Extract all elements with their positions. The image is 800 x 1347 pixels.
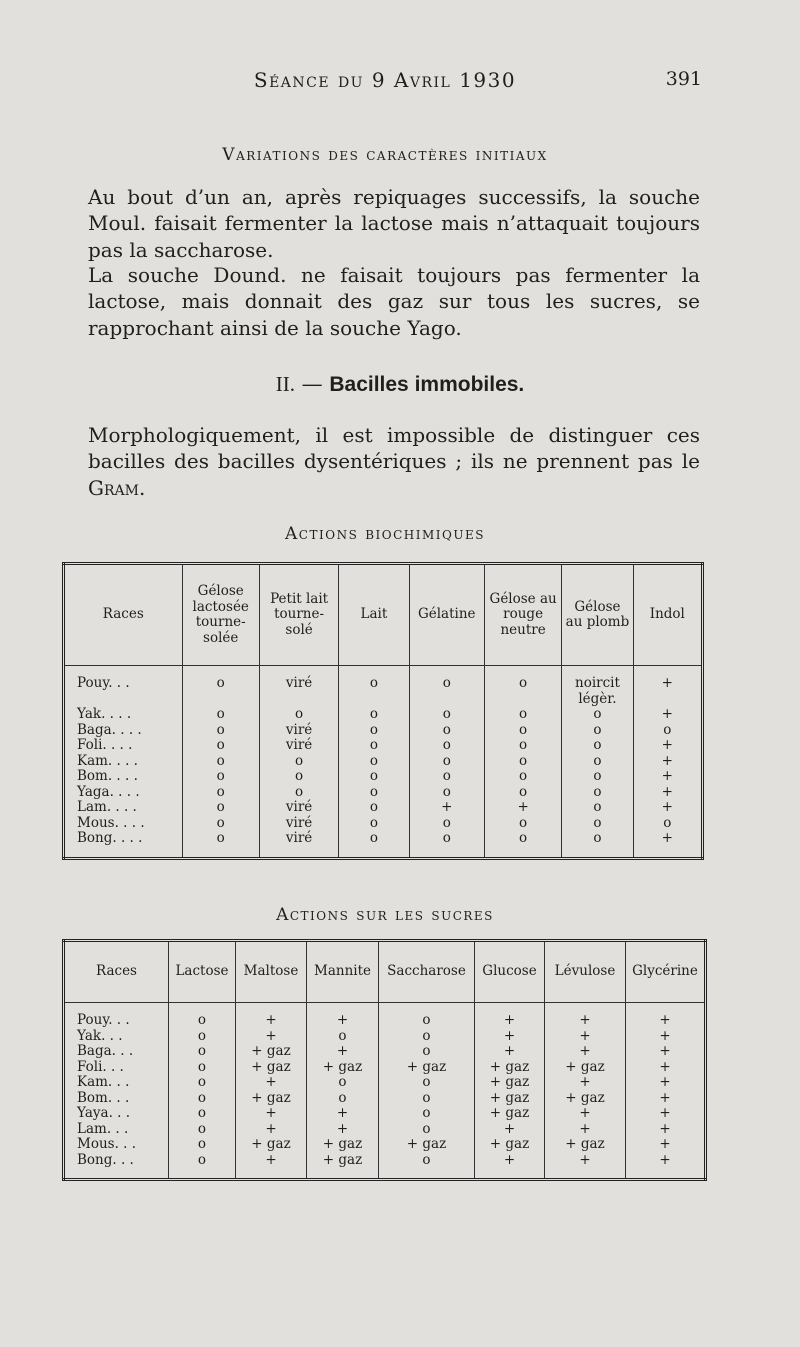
column-header: Lactose xyxy=(169,941,236,1003)
column-header: Indol xyxy=(633,564,702,666)
column-header: Gélose lactosée tourne-solée xyxy=(182,564,259,666)
table-cell: + xyxy=(307,1003,379,1029)
column-header: Gélose au rouge neutre xyxy=(484,564,561,666)
table-cell: + gaz xyxy=(236,1091,307,1107)
table-cell: o xyxy=(339,800,409,816)
table-cell: + xyxy=(307,1106,379,1122)
table-title-actions-sucres: Actions sur les sucres xyxy=(276,905,494,925)
table-cell: o xyxy=(484,831,561,858)
paragraph-morphologie-text: Morphologiquement, il est impossible de distinguer ces bacilles des bacilles dysentériques ; ils ne prennent pas le xyxy=(88,423,700,474)
table-cell: + gaz xyxy=(236,1137,307,1153)
table-cell: + xyxy=(236,1003,307,1029)
running-header-title: Séance du 9 Avril 1930 xyxy=(253,68,517,92)
table-cell: o xyxy=(182,707,259,723)
table-cell: o xyxy=(562,816,633,832)
table-cell: o xyxy=(562,785,633,801)
table-row xyxy=(64,1075,706,1091)
table-cell: o xyxy=(339,738,409,754)
table-cell: o xyxy=(339,707,409,723)
table-cell: + xyxy=(626,1137,706,1153)
column-header: Petit lait tourne-solé xyxy=(259,564,338,666)
table-cell: o xyxy=(379,1003,475,1029)
table-row xyxy=(64,1106,706,1122)
table-cell: o xyxy=(169,1060,236,1076)
table-row xyxy=(64,785,703,801)
table-cell: o xyxy=(339,785,409,801)
table-cell: o xyxy=(259,769,338,785)
table-cell: + xyxy=(475,1029,545,1045)
table-cell: + xyxy=(475,1044,545,1060)
table-cell: o xyxy=(484,769,561,785)
table-cell: o xyxy=(182,723,259,739)
table-cell: + xyxy=(545,1153,626,1180)
table-cell: + xyxy=(626,1106,706,1122)
table-header-row xyxy=(64,564,703,666)
table-cell: o xyxy=(182,831,259,858)
table-row xyxy=(64,1029,706,1045)
table-row xyxy=(64,707,703,723)
table-cell: viré xyxy=(259,738,338,754)
table-cell: o xyxy=(259,707,338,723)
race-cell: Baga. . . xyxy=(77,1043,134,1059)
table-cell: + xyxy=(633,707,702,723)
race-cell: Pouy. . . xyxy=(77,675,130,691)
table-cell: viré xyxy=(259,723,338,739)
table-cell: o xyxy=(169,1122,236,1138)
race-cell: Yak. . . . xyxy=(77,706,132,722)
table-cell: + gaz xyxy=(545,1060,626,1076)
race-cell: Mous. . . xyxy=(77,1136,137,1152)
table-row xyxy=(64,1003,706,1029)
column-header: Lait xyxy=(339,564,409,666)
table-cell: o xyxy=(484,666,561,708)
table-cell: + xyxy=(626,1122,706,1138)
column-header: Saccharose xyxy=(379,941,475,1003)
race-cell: Bong. . . xyxy=(77,1151,134,1168)
table-cell: o xyxy=(339,769,409,785)
table-cell: + xyxy=(545,1122,626,1138)
table-cell: o xyxy=(169,1106,236,1122)
column-header: Glycérine xyxy=(626,941,706,1003)
table-cell: + xyxy=(236,1029,307,1045)
table-cell: + gaz xyxy=(307,1153,379,1180)
paragraph-morphologie xyxy=(88,422,700,501)
table-actions-sucres xyxy=(62,939,707,1181)
table-cell: o xyxy=(562,738,633,754)
table-cell: o xyxy=(169,1091,236,1107)
table-cell: o xyxy=(379,1091,475,1107)
table-cell: o xyxy=(169,1153,236,1180)
table-cell: o xyxy=(182,754,259,770)
column-header: Races xyxy=(64,941,169,1003)
table-cell: + xyxy=(626,1029,706,1045)
table-cell: o xyxy=(379,1106,475,1122)
section-dash: — xyxy=(301,372,323,396)
table-cell: o xyxy=(484,816,561,832)
race-cell: Yaga. . . . xyxy=(77,783,140,800)
table-cell: viré xyxy=(259,831,338,858)
table-cell: o xyxy=(379,1075,475,1091)
table-cell: o xyxy=(409,754,484,770)
table-cell: o xyxy=(169,1075,236,1091)
table-cell: o xyxy=(307,1075,379,1091)
table-cell: + xyxy=(633,754,702,770)
table-cell: noircit légèr. xyxy=(562,666,633,708)
race-cell: Lam. . . xyxy=(77,1120,129,1137)
race-cell: Bong. . . . xyxy=(77,830,143,846)
table-cell: + gaz xyxy=(475,1075,545,1091)
table-cell: o xyxy=(562,707,633,723)
table-cell: + xyxy=(475,1153,545,1180)
table-cell: + xyxy=(626,1075,706,1091)
table-cell: + gaz xyxy=(307,1137,379,1153)
table-cell: o xyxy=(169,1044,236,1060)
table-cell: o xyxy=(409,831,484,858)
race-cell: Yaya. . . xyxy=(77,1105,131,1121)
table-row xyxy=(64,816,703,832)
table-row xyxy=(64,666,703,708)
table-cell: + xyxy=(545,1044,626,1060)
table-cell: o xyxy=(182,666,259,708)
table-cell: o xyxy=(562,754,633,770)
table-cell: o xyxy=(484,707,561,723)
table-cell: + gaz xyxy=(379,1137,475,1153)
gram-word: Gram. xyxy=(88,475,146,500)
table-cell: + gaz xyxy=(475,1060,545,1076)
table-cell: o xyxy=(169,1137,236,1153)
table-cell: + xyxy=(475,1003,545,1029)
column-header: Gélatine xyxy=(409,564,484,666)
section-heading-text: Bacilles immobiles. xyxy=(329,373,525,396)
table-cell: o xyxy=(409,769,484,785)
section-heading-bacilles-immobiles xyxy=(0,372,800,397)
table-cell: o xyxy=(484,738,561,754)
race-cell: Yak. . . xyxy=(77,1027,123,1044)
table-cell: o xyxy=(379,1153,475,1180)
column-header: Glucose xyxy=(475,941,545,1003)
table-cell: o xyxy=(339,723,409,739)
table-cell: + gaz xyxy=(475,1091,545,1107)
table-cell: o xyxy=(633,723,702,739)
table-cell: o xyxy=(409,666,484,708)
table-cell: o xyxy=(169,1029,236,1045)
table-cell: o xyxy=(562,769,633,785)
table-row xyxy=(64,769,703,785)
table-cell: + gaz xyxy=(236,1060,307,1076)
table-cell: o xyxy=(562,800,633,816)
table-cell: o xyxy=(484,754,561,770)
paragraph-moul: Au bout d’un an, après repiquages successifs, la souche Moul. faisait fermenter la lactose mais n’attaquait toujours pas la saccharose. xyxy=(88,185,700,262)
table-cell: o xyxy=(484,785,561,801)
table-cell: o xyxy=(169,1003,236,1029)
table-cell: viré xyxy=(259,666,338,708)
table-row xyxy=(64,1060,706,1076)
table-cell: o xyxy=(339,816,409,832)
table-cell: + xyxy=(626,1003,706,1029)
table-row xyxy=(64,754,703,770)
table-row xyxy=(64,1153,706,1180)
table-cell: o xyxy=(259,785,338,801)
table-cell: o xyxy=(182,769,259,785)
column-header: Mannite xyxy=(307,941,379,1003)
column-header: Races xyxy=(64,564,183,666)
table-cell: o xyxy=(379,1029,475,1045)
table-cell: + gaz xyxy=(307,1060,379,1076)
table-cell: + gaz xyxy=(475,1137,545,1153)
table-cell: + gaz xyxy=(545,1137,626,1153)
table-cell: + xyxy=(236,1106,307,1122)
race-cell: Lam. . . . xyxy=(77,799,137,815)
race-cell: Bom. . . xyxy=(77,1089,130,1106)
table-cell: + xyxy=(545,1106,626,1122)
section-title-variations: Variations des caractères initiaux xyxy=(222,145,548,165)
table-cell: + xyxy=(626,1044,706,1060)
table-cell: + xyxy=(545,1029,626,1045)
table-row xyxy=(64,723,703,739)
table-cell: + xyxy=(236,1122,307,1138)
paragraph-dound: La souche Dound. ne faisait toujours pas fermenter la lactose, mais donnait des gaz sur tous les sucres, se rapprochant ainsi de la souche Yago. xyxy=(88,263,700,340)
table-cell: + xyxy=(409,800,484,816)
table-cell: + xyxy=(236,1153,307,1180)
table-cell: + xyxy=(236,1075,307,1091)
table-cell: o xyxy=(307,1029,379,1045)
table-cell: + xyxy=(626,1091,706,1107)
table-cell: + xyxy=(626,1060,706,1076)
table-cell: + gaz xyxy=(545,1091,626,1107)
table-cell: o xyxy=(339,831,409,858)
race-cell: Mous. . . . xyxy=(77,814,145,831)
table-cell: o xyxy=(182,800,259,816)
table-cell: o xyxy=(562,723,633,739)
table-cell: + xyxy=(475,1122,545,1138)
race-cell: Kam. . . xyxy=(77,1074,130,1090)
race-cell: Pouy. . . xyxy=(77,1012,130,1028)
table-cell: o xyxy=(409,816,484,832)
table-title-actions-biochimiques: Actions biochimiques xyxy=(285,524,485,544)
table-row xyxy=(64,1091,706,1107)
table-actions-biochimiques xyxy=(62,562,704,860)
table-cell: + xyxy=(307,1122,379,1138)
table-cell: o xyxy=(409,785,484,801)
table-cell: o xyxy=(182,738,259,754)
table-cell: o xyxy=(409,723,484,739)
table-row xyxy=(64,831,703,858)
table-cell: + gaz xyxy=(379,1060,475,1076)
table-cell: o xyxy=(307,1091,379,1107)
table-header-row xyxy=(64,941,706,1003)
race-cell: Foli. . . . xyxy=(77,737,133,753)
table-row xyxy=(64,800,703,816)
table-cell: + xyxy=(545,1075,626,1091)
table-cell: o xyxy=(379,1044,475,1060)
table-cell: o xyxy=(379,1122,475,1138)
table-cell: viré xyxy=(259,800,338,816)
race-cell: Baga. . . . xyxy=(77,721,142,738)
table-cell: o xyxy=(182,785,259,801)
table-cell: o xyxy=(259,754,338,770)
table-cell: + xyxy=(626,1153,706,1180)
column-header: Maltose xyxy=(236,941,307,1003)
table-row xyxy=(64,738,703,754)
table-cell: viré xyxy=(259,816,338,832)
table-cell: o xyxy=(339,666,409,708)
race-cell: Bom. . . . xyxy=(77,768,138,784)
table-cell: + gaz xyxy=(475,1106,545,1122)
table-cell: + xyxy=(545,1003,626,1029)
table-cell: + gaz xyxy=(236,1044,307,1060)
table-cell: o xyxy=(339,754,409,770)
table-cell: + xyxy=(633,785,702,801)
column-header: Gélose au plomb xyxy=(562,564,633,666)
table-cell: o xyxy=(633,816,702,832)
table-cell: o xyxy=(484,723,561,739)
table-cell: o xyxy=(409,738,484,754)
table-cell: o xyxy=(562,831,633,858)
table-row xyxy=(64,1122,706,1138)
section-numeral: II. xyxy=(275,372,295,396)
table-cell: o xyxy=(409,707,484,723)
table-cell: + xyxy=(633,831,702,858)
column-header: Lévulose xyxy=(545,941,626,1003)
table-row xyxy=(64,1044,706,1060)
table-cell: + xyxy=(633,769,702,785)
page-header xyxy=(0,68,800,98)
race-cell: Kam. . . . xyxy=(77,752,138,769)
table-cell: o xyxy=(182,816,259,832)
table-cell: + xyxy=(633,738,702,754)
table-cell: + xyxy=(633,800,702,816)
table-cell: + xyxy=(633,666,702,708)
table-cell: + xyxy=(307,1044,379,1060)
table-cell: + xyxy=(484,800,561,816)
page-number: 391 xyxy=(665,68,702,90)
table-row xyxy=(64,1137,706,1153)
race-cell: Foli. . . xyxy=(77,1058,124,1075)
